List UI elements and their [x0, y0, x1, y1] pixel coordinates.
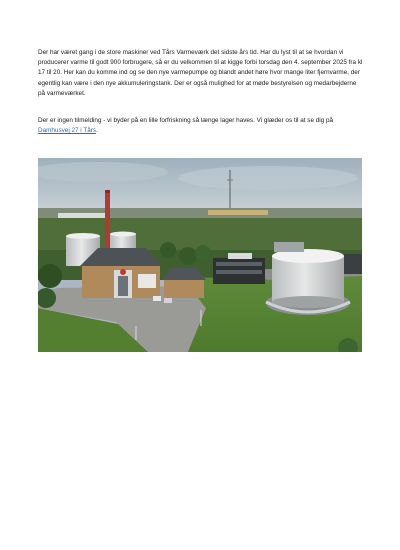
invitation-end: . [96, 127, 98, 135]
intro-paragraph: Der har været gang i de store maskiner ved Tårs Varmeværk det sidste års tid. Har du lyst til at se hvordan vi producerer varme til godt 900 forbrugere, så er du velkommen til at kigge forbi torsdag den 4. september 2025 fra kl 17 til 20. Her kan du komme ind og se den nye varmepumpe og blandt andet høre hvor mange liter fjernvarme, der egentlig kan være i den nye akkumuleringstank. Der er også mulighed for at møde bestyrelsen og medarbejderne på varmeværket. [38, 49, 363, 97]
address-link[interactable]: Damhusvej 27 i Tårs [38, 127, 97, 135]
invitation-text: Der er ingen tilmelding - vi byder på en lille forfriskning så længe lager haves. Vi glæder os til at se dig på [38, 117, 334, 124]
heating-plant-photo [38, 158, 362, 352]
invitation-paragraph [38, 116, 364, 136]
